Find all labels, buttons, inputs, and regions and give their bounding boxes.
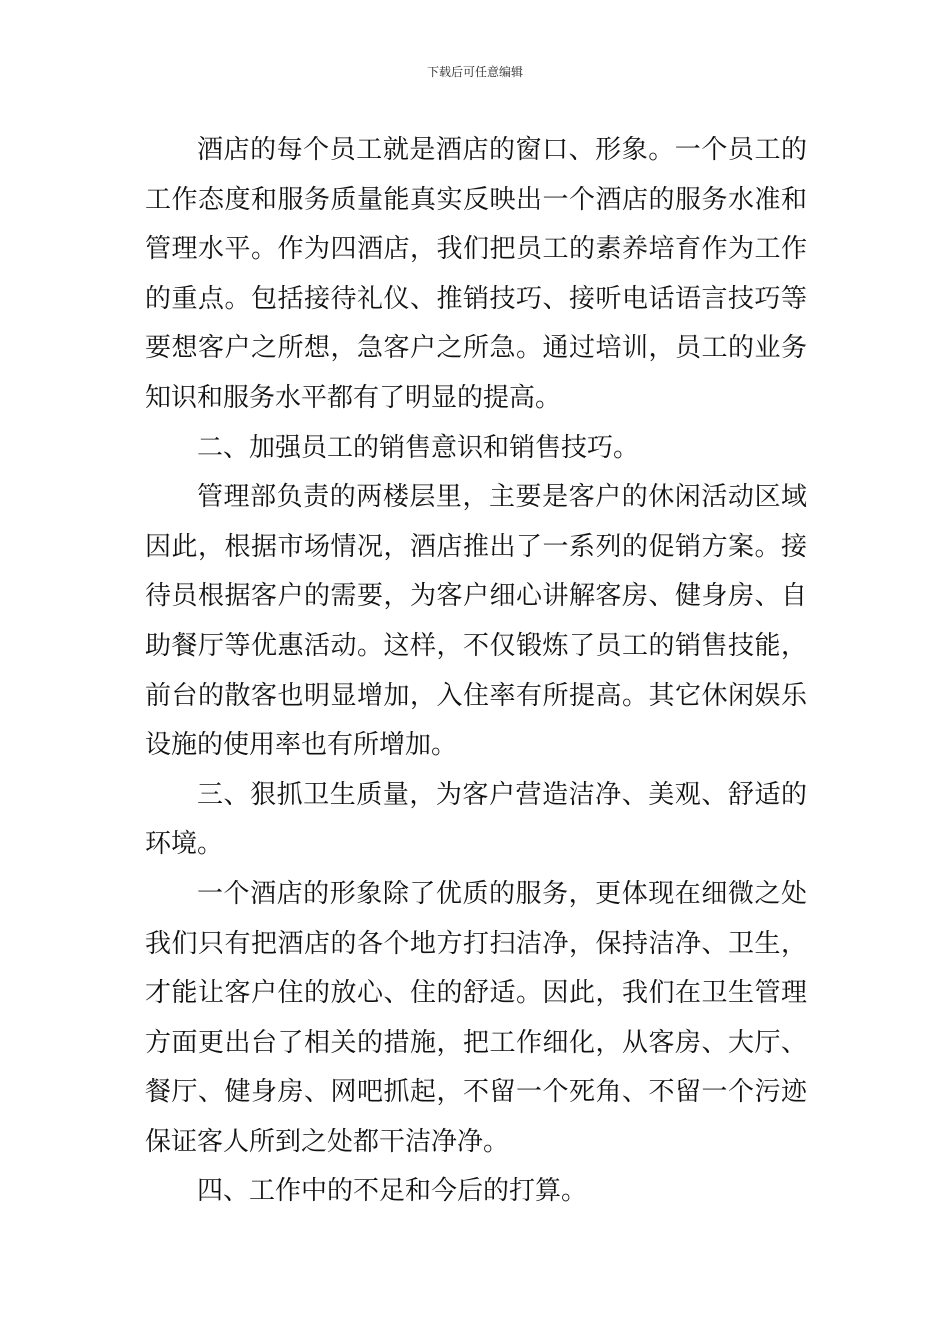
heading-shortcomings-plans: 四、工作中的不足和今后的打算。 [197, 1176, 588, 1207]
paragraph-staff-image: 酒店的每个员工就是酒店的窗口、形象。一个员工的工作态度和服务质量能真实反映出一个酒店的服务水准和管理水平。作为四酒店，我们把员工的素养培育作为工作的重点。包括接待礼仪、推销技巧、接听电话语言技巧等要想客户之所想，急客户之所急。通过培训，员工的业务知识和服务水平都有了明显的提高。 [145, 135, 807, 413]
heading-hygiene-quality: 三、狠抓卫生质量，为客户营造洁净、美观、舒适的环境。 [145, 779, 807, 860]
heading-sales-awareness: 二、加强员工的销售意识和销售技巧。 [197, 432, 640, 463]
paragraph-sales-promotion: 管理部负责的两楼层里，主要是客户的休闲活动区域因此，根据市场情况，酒店推出了一系列的促销方案。接待员根据客户的需要，为客户细心讲解客房、健身房、自助餐厅等优惠活动。这样，不仅锻炼了员工的销售技能，前台的散客也明显增加，入住率有所提高。其它休闲娱乐设施的使用率也有所增加。 [145, 482, 807, 761]
page-header: 下载后可任意编辑 [426, 65, 523, 79]
paragraph-hygiene-measures: 一个酒店的形象除了优质的服务，更体现在细微之处我们只有把酒店的各个地方打扫洁净，保持洁净、卫生，才能让客户住的放心、住的舒适。因此，我们在卫生管理方面更出台了相关的措施，把工作细化，从客房、大厅、餐厅、健身房、网吧抓起，不留一个死角、不留一个污迹保证客人所到之处都干洁净净。 [145, 878, 807, 1157]
document-body [145, 126, 807, 1217]
